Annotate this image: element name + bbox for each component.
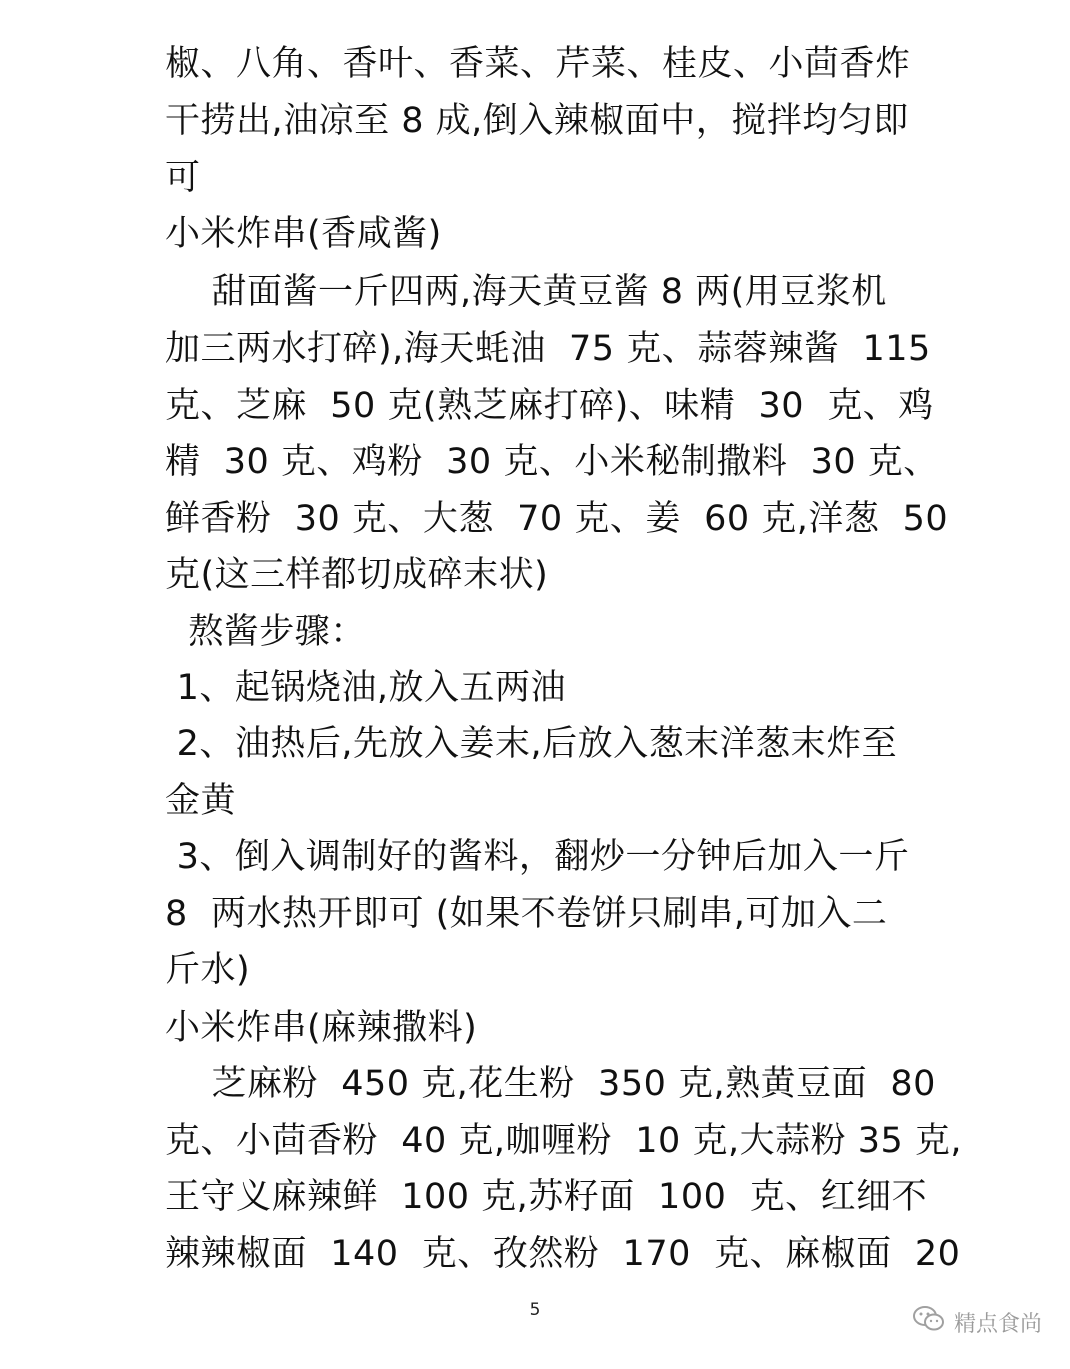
text-line: 甜面酱一斤四两,海天黄豆酱 8 两(用豆浆机 bbox=[165, 272, 887, 312]
text-line: 克、小茴香粉 40 克,咖喱粉 10 克,大蒜粉 35 克, bbox=[165, 1121, 962, 1161]
text-line: 辣辣椒面 140 克、孜然粉 170 克、麻椒面 20 bbox=[165, 1234, 961, 1274]
text-line: 克(这三样都切成碎末状) bbox=[165, 555, 549, 595]
text-line: 鲜香粉 30 克、大葱 70 克、姜 60 克,洋葱 50 bbox=[165, 499, 949, 539]
text-line: 干捞出,油凉至 8 成,倒入辣椒面中，搅拌均匀即 bbox=[165, 101, 909, 141]
steps-heading: 熬酱步骤： bbox=[165, 612, 366, 652]
text-line: 金黄 bbox=[165, 781, 237, 821]
text-line: 芝麻粉 450 克,花生粉 350 克,熟黄豆面 80 bbox=[165, 1064, 936, 1104]
section-heading: 小米炸串(麻辣撒料) bbox=[165, 1008, 478, 1048]
wechat-icon bbox=[912, 1305, 946, 1339]
step-item: 2、油热后,先放入姜末,后放入葱末洋葱末炸至 bbox=[165, 724, 898, 764]
text-line: 加三两水打碎),海天蚝油 75 克、蒜蓉辣酱 115 bbox=[165, 329, 931, 369]
text-line: 斤水) bbox=[165, 950, 251, 990]
text-line: 精 30 克、鸡粉 30 克、小米秘制撒料 30 克、 bbox=[165, 442, 939, 482]
page-number: 5 bbox=[529, 1300, 541, 1320]
step-item: 3、倒入调制好的酱料，翻炒一分钟后加入一斤 bbox=[165, 837, 910, 877]
text-line: 8 两水热开即可 (如果不卷饼只刷串,可加入二 bbox=[165, 894, 888, 934]
text-line: 可 bbox=[165, 158, 201, 198]
text-line: 椒、八角、香叶、香菜、芹菜、桂皮、小茴香炸 bbox=[165, 44, 911, 84]
step-item: 1、起锅烧油,放入五两油 bbox=[165, 668, 567, 708]
text-line: 王守义麻辣鲜 100 克,苏籽面 100 克、红细不 bbox=[165, 1177, 928, 1217]
section-heading: 小米炸串(香咸酱) bbox=[165, 214, 442, 254]
watermark-text: 精点食尚 bbox=[953, 1311, 1042, 1337]
watermark bbox=[912, 1305, 1042, 1339]
text-line: 克、芝麻 50 克(熟芝麻打碎)、味精 30 克、鸡 bbox=[165, 386, 934, 426]
